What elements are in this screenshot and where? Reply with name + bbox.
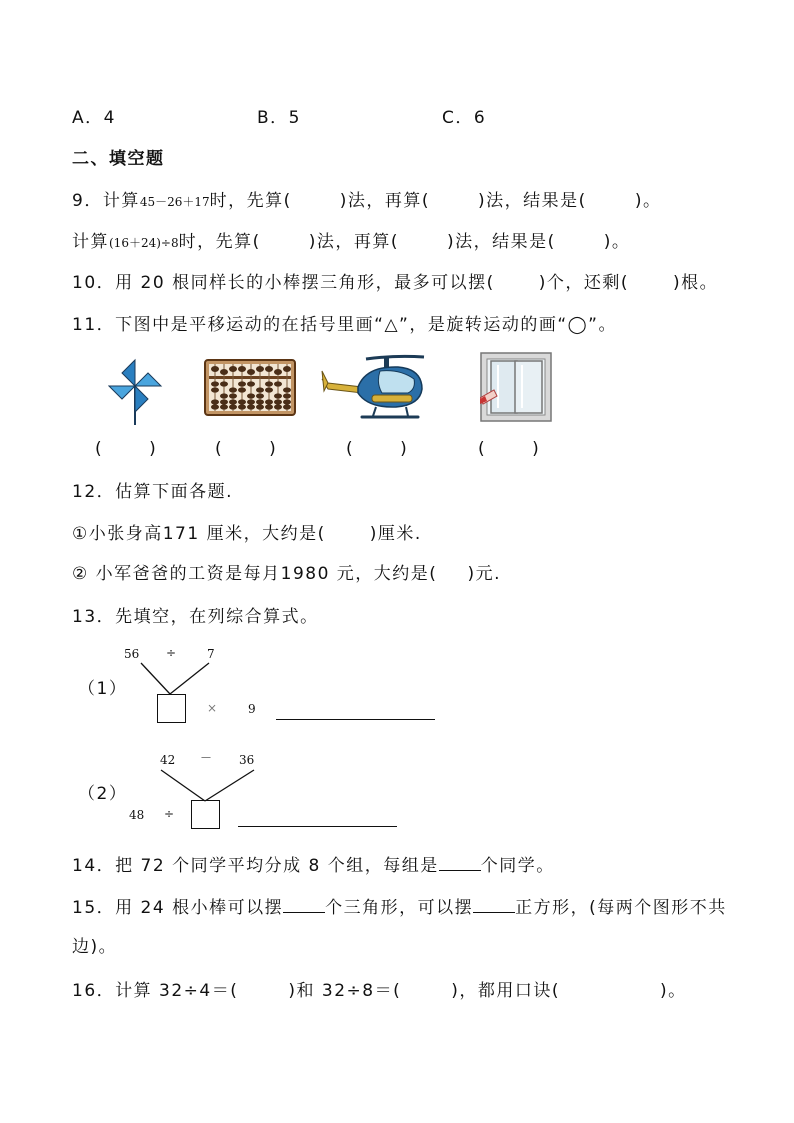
operator-divide: ÷ (166, 646, 177, 660)
section-title: 二、填空题 (72, 149, 165, 169)
abacus-icon (204, 359, 296, 416)
q9-text: )法，结果是( (478, 191, 587, 211)
q14-text: 14．把 72 个同学平均分成 8 个组，每组是 (72, 856, 439, 876)
question-9-line-1 (72, 193, 661, 210)
question-12-item-2 (72, 566, 501, 583)
choice-c[interactable]: C．6 (442, 108, 487, 128)
operator-multiply: × (207, 701, 218, 715)
connector-lines (140, 662, 210, 696)
q9-text: 计算 (72, 232, 109, 252)
paren-close: ) (532, 439, 541, 459)
question-13: 13．先填空，在列综合算式。 (72, 607, 319, 627)
paren-close: ) (269, 439, 278, 459)
helicopter-icon (320, 353, 426, 423)
pinwheel-icon (108, 355, 164, 427)
question-12-item-1 (72, 526, 422, 543)
q10-text: )个，还剩( (538, 273, 629, 293)
q12-text: )元. (467, 564, 501, 584)
answer-line[interactable] (276, 719, 435, 720)
q14-text: 个同学。 (480, 856, 555, 876)
operator-divide: ÷ (164, 807, 175, 821)
question-16 (72, 983, 687, 1000)
answer-box[interactable] (191, 800, 220, 829)
answer-underline[interactable] (473, 898, 515, 913)
q9-text: 9．计算 (72, 191, 140, 211)
q12-text: ①小张身高171 厘米，大约是( (72, 524, 326, 544)
paren-close: ) (400, 439, 409, 459)
number: 36 (239, 753, 255, 767)
answer-underline[interactable] (283, 898, 325, 913)
answer-box[interactable] (157, 694, 186, 723)
paren-close: ) (149, 439, 158, 459)
question-12: 12．估算下面各题. (72, 482, 234, 502)
q16-text: )，都用口诀( (451, 981, 561, 1001)
q9-expression: (16＋24)÷8 (109, 236, 179, 250)
q10-text: )根。 (672, 273, 719, 293)
q15-text: 个三角形，可以摆 (325, 898, 474, 918)
q9-text: 时，先算( (178, 232, 261, 252)
answer-parentheses[interactable] (346, 441, 408, 458)
number: 56 (124, 647, 140, 661)
q12-text: ② 小军爸爸的工资是每月1980 元，大约是( (72, 564, 438, 584)
sliding-window-icon (480, 352, 552, 422)
q12-text: )厘米. (369, 524, 422, 544)
q16-text: )。 (660, 981, 687, 1001)
question-15 (72, 898, 727, 917)
paren-open: ( (95, 439, 104, 459)
number: 42 (160, 753, 176, 767)
question-11: 11．下图中是平移运动的在括号里画“△”，是旋转运动的画“◯”。 (72, 315, 617, 335)
paren-open: ( (215, 439, 224, 459)
paren-open: ( (346, 439, 355, 459)
answer-parentheses[interactable] (95, 441, 157, 458)
number: 7 (207, 647, 215, 661)
number: 48 (129, 808, 145, 822)
question-9-line-2 (72, 234, 630, 251)
connector-lines (160, 769, 256, 803)
part-1-label: （1） (78, 679, 128, 699)
q9-text: )法，再算( (308, 232, 399, 252)
q9-text: )。 (603, 232, 631, 252)
q9-text: )法，再算( (339, 191, 431, 211)
q9-expression: 45－26＋17 (139, 195, 210, 209)
q9-text: 时，先算( (209, 191, 292, 211)
q10-text: 10．用 20 根同样长的小棒摆三角形，最多可以摆( (72, 273, 495, 293)
q9-text: )。 (634, 191, 662, 211)
answer-underline[interactable] (439, 856, 481, 871)
q15-text: 15．用 24 根小棒可以摆 (72, 898, 284, 918)
question-10 (72, 275, 718, 292)
q16-text: 16．计算 32÷4＝( (72, 981, 239, 1001)
answer-line[interactable] (238, 826, 397, 827)
q15-text: 正方形，(每两个图形不共 (515, 898, 727, 918)
paren-open: ( (478, 439, 487, 459)
operator-minus: － (200, 751, 213, 765)
question-14 (72, 856, 555, 875)
question-15-cont: 边)。 (72, 937, 118, 957)
q9-text: )法，结果是( (447, 232, 556, 252)
part-2-label: （2） (78, 784, 128, 804)
choice-a[interactable]: A．4 (72, 108, 116, 128)
number: 9 (248, 702, 256, 716)
choice-b[interactable]: B．5 (257, 108, 301, 128)
answer-parentheses[interactable] (478, 441, 540, 458)
answer-parentheses[interactable] (215, 441, 277, 458)
q16-text: )和 32÷8＝( (288, 981, 402, 1001)
